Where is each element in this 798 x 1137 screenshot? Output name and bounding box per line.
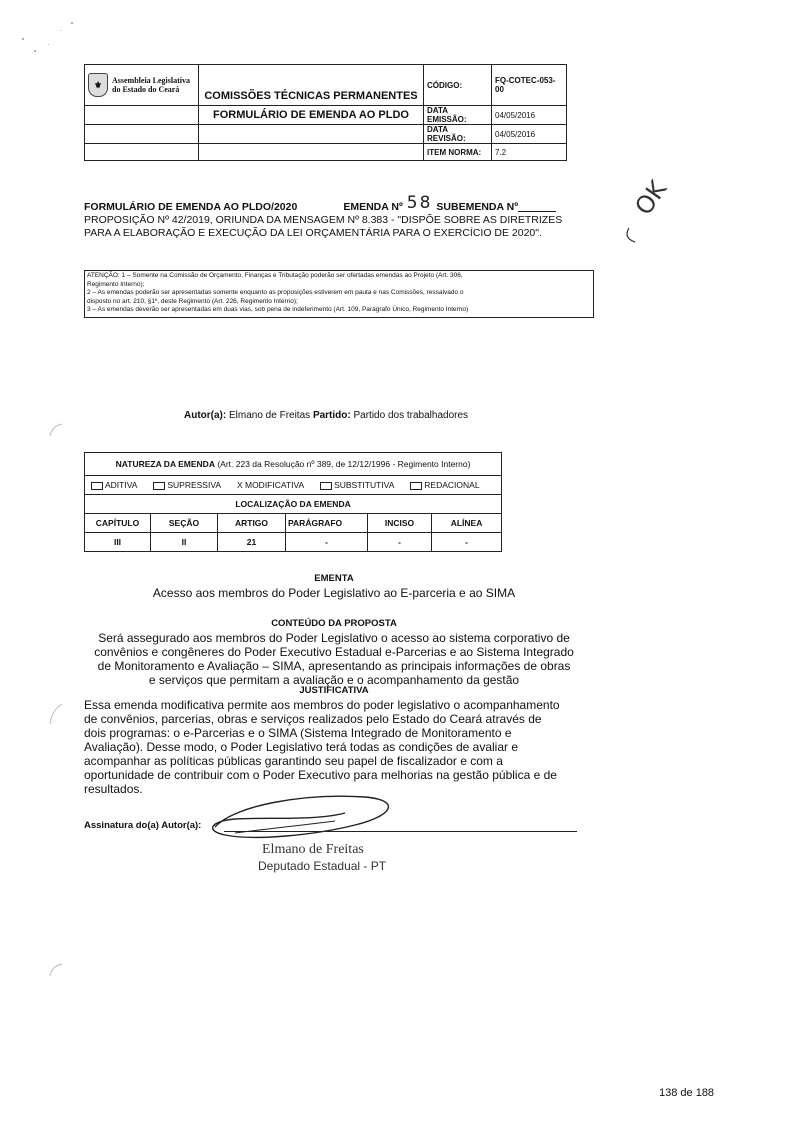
justificativa-line: acompanhar as políticas públicas garantindo seu papel de fiscalizador e com a (84, 754, 503, 768)
item-norma-label: ITEM NORMA: (424, 144, 492, 161)
col-secao: SEÇÃO (151, 514, 218, 533)
data-emissao-value: 04/05/2016 (492, 106, 567, 125)
justificativa-text (84, 698, 584, 796)
subemenda-label: SUBEMENDA Nº (436, 201, 519, 213)
natureza-table (84, 452, 502, 552)
atencao-line5: 3 – As emendas deverão ser apresentadas em duas vias, sob pena de indeferimento (Art. 109, Parágrafo Único, Regimento Interno) (87, 306, 469, 313)
natureza-title: NATUREZA DA EMENDA (115, 459, 215, 469)
option-modificativa: X MODIFICATIVA (236, 480, 304, 490)
scan-speck (60, 30, 61, 31)
justificativa-title-wrap (84, 685, 584, 696)
form-title: FORMULÁRIO DE EMENDA AO PLDO (199, 106, 424, 125)
signature-title: Deputado Estadual - PT (258, 859, 387, 873)
form-title-block (84, 193, 584, 240)
margin-mark (46, 420, 66, 440)
col-artigo: ARTIGO (218, 514, 286, 533)
option-supressiva: SUPRESSIVA (167, 480, 221, 490)
atencao-line1: ATENÇÃO: 1 – Somente na Comissão de Orçamento, Finanças e Tributação poderão ser ofertadas emendas ao Projeto (Art. 306, (87, 272, 463, 279)
form-title-text: FORMULÁRIO DE EMENDA AO PLDO/2020 (84, 201, 298, 213)
assembly-seal-icon: ⚜ (88, 73, 108, 97)
scan-speck (71, 22, 73, 24)
localizacao-title: LOCALIZAÇÃO DA EMENDA (85, 495, 502, 514)
data-emissao-label: DATA EMISSÃO: (424, 106, 492, 125)
ok-handwritten-mark (615, 175, 685, 250)
justificativa-line: Avaliação). Desse modo, o Poder Legislativo terá todas as condições de avaliar e (84, 740, 519, 754)
scan-speck (34, 50, 36, 52)
option-redacional: REDACIONAL (424, 480, 480, 490)
data-revisao-label: DATA REVISÃO: (424, 125, 492, 144)
atencao-line3: 2 – As emendas poderão ser apresentadas somente enquanto as proposições estiverem em pauta e nas Comissões, ressalvado o (87, 289, 464, 296)
subemenda-blank (518, 201, 556, 212)
conteudo-line4: e serviços que permitam a avaliação e o acompanhamento da gestão (148, 673, 520, 687)
col-capitulo: CAPÍTULO (85, 514, 151, 533)
header-table (84, 64, 567, 161)
conteudo-line2: convênios e congêneres do Poder Executivo Estadual e-Parcerias e ao Sistema Integrado (94, 645, 574, 659)
justificativa-line: de convênios, parcerias, obras e serviços realizados pelo Estado do Ceará através de (84, 712, 542, 726)
item-norma-value: 7.2 (492, 144, 567, 161)
emenda-label: EMENDA Nº (343, 201, 403, 213)
atencao-line4: disposto no art. 210, §1º, deste Regimento (Art. 226, Regimento Interno); (87, 297, 298, 305)
ementa-text: Acesso aos membros do Poder Legislativo ao E-parceria e ao SIMA (152, 586, 516, 600)
val-paragrafo: - (286, 533, 368, 552)
ementa-section (84, 573, 584, 600)
val-artigo: 21 (218, 533, 286, 552)
val-alinea: - (432, 533, 502, 552)
committees-title: COMISSÕES TÉCNICAS PERMANENTES (199, 65, 424, 106)
justificativa-line: resultados. (84, 782, 143, 796)
col-inciso: INCISO (368, 514, 432, 533)
codigo-label: CÓDIGO: (424, 65, 492, 106)
partido-label: Partido: (312, 410, 351, 421)
justificativa-line: Essa emenda modificativa permite aos membros do poder legislativo o acompanhamento (84, 698, 560, 712)
data-revisao-value: 04/05/2016 (492, 125, 567, 144)
proposicao-line1: PROPOSIÇÃO Nº 42/2019, ORIUNDA DA MENSAGEM Nº 8.383 - "DISPÕE SOBRE AS DIRETRIZES (84, 214, 563, 226)
logo-line2: do Estado do Ceará (112, 85, 180, 94)
partido-name: Partido dos trabalhadores (353, 410, 469, 421)
assinatura-label: Assinatura do(a) Autor(a): (84, 820, 202, 831)
signature-name: Elmano de Freitas (262, 842, 364, 857)
autor-label: Autor(a): (184, 410, 227, 421)
checkbox-aditiva[interactable] (91, 482, 103, 490)
col-paragrafo: PARÁGRAFO (286, 514, 368, 533)
logo-cell (85, 65, 199, 106)
autor-line (184, 410, 468, 421)
checkbox-redacional[interactable] (410, 482, 422, 490)
conteudo-section (84, 617, 584, 687)
scan-speck (48, 44, 49, 45)
conteudo-title: CONTEÚDO DA PROPOSTA (271, 618, 397, 629)
checkbox-substitutiva[interactable] (320, 482, 332, 490)
val-secao: II (151, 533, 218, 552)
ok-text: OK (629, 175, 673, 221)
checkbox-supressiva[interactable] (153, 482, 165, 490)
justificativa-line: oportunidade de contribuir com o Poder Executivo para melhorias na gestão pública e de (84, 768, 557, 782)
margin-mark (46, 960, 66, 980)
option-substitutiva: SUBSTITUTIVA (334, 480, 394, 490)
justificativa-line: dois programas: o e-Parcerias e o SIMA (Sistema Integrado de Monitoramento e (84, 726, 512, 740)
margin-mark (46, 700, 66, 730)
ementa-title: EMENTA (314, 573, 354, 584)
justificativa-title: JUSTIFICATIVA (299, 685, 369, 696)
val-capitulo: III (85, 533, 151, 552)
autor-name: Elmano de Freitas (229, 410, 311, 421)
conteudo-line1: Será assegurado aos membros do Poder Legislativo o acesso ao sistema corporativo de (98, 631, 570, 645)
page-number: 138 de 188 (659, 1087, 715, 1099)
scan-speck (22, 38, 24, 40)
emenda-number: 58 (406, 193, 433, 213)
natureza-note: (Art. 223 da Resolução nº 389, de 12/12/1996 - Regimento Interno) (217, 459, 471, 469)
logo-line1: Assembleia Legislativa (112, 76, 190, 85)
atencao-box (84, 270, 594, 318)
codigo-value: FQ-COTEC-053-00 (492, 65, 567, 106)
conteudo-line3: de Monitoramento e Avaliação – SIMA, apresentando as principais informações de obras (97, 659, 571, 673)
val-inciso: - (368, 533, 432, 552)
atencao-line2: Regimento Interno); (87, 280, 145, 288)
col-alinea: ALÍNEA (432, 514, 502, 533)
proposicao-line2: PARA A ELABORAÇÃO E EXECUÇÃO DA LEI ORÇAMENTÁRIA PARA O EXERCÍCIO DE 2020". (84, 227, 542, 239)
option-aditiva: ADITIVA (105, 480, 137, 490)
